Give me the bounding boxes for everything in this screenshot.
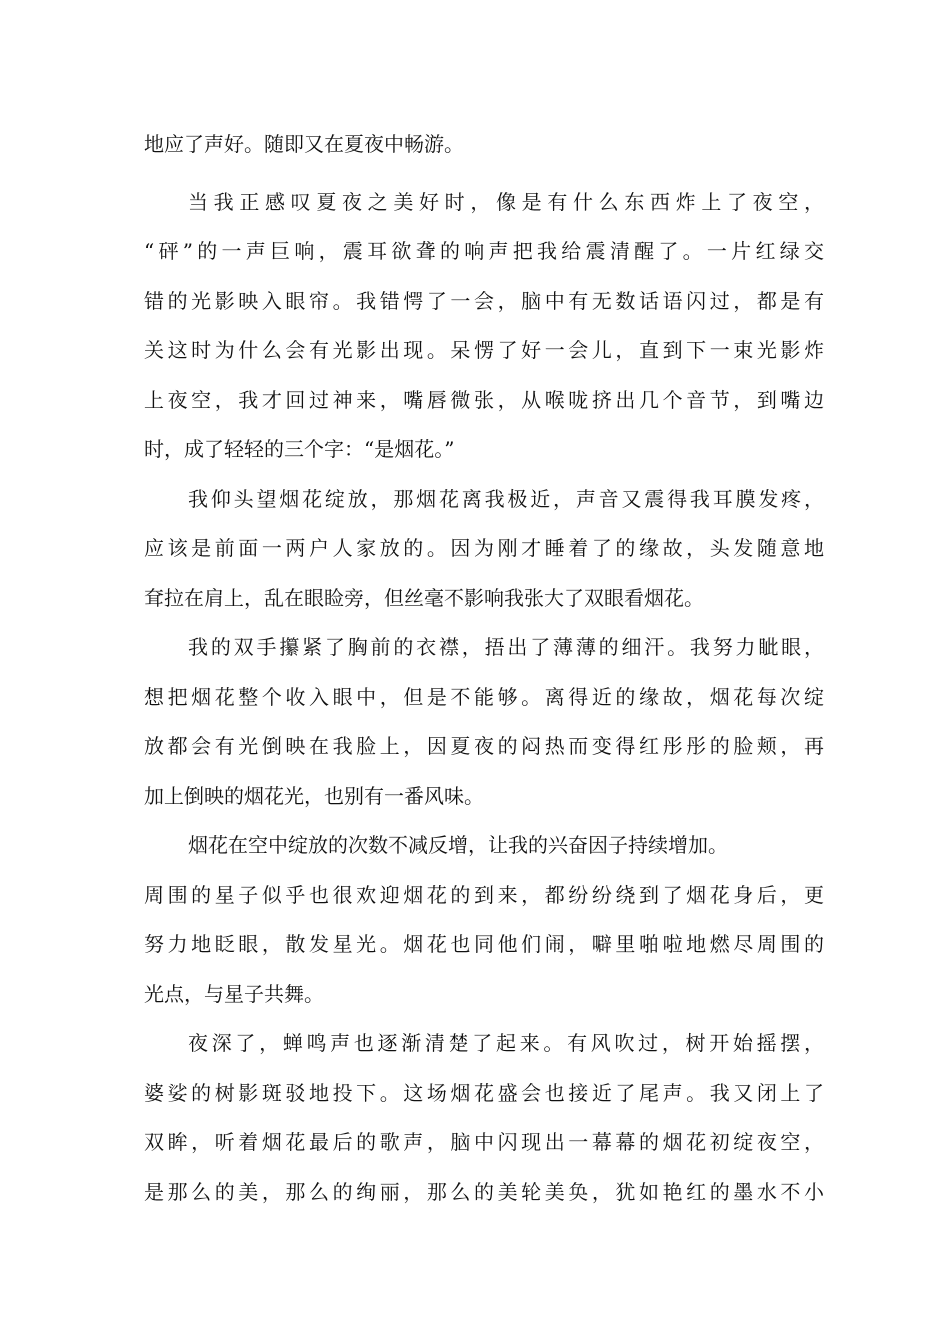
text-line: 我仰头望烟花绽放，那烟花离我极近，声音又震得我耳膜发疼， bbox=[188, 487, 824, 511]
text-line: “砰”的一声巨响，震耳欲聋的响声把我给震清醒了。一片红绿交 bbox=[144, 239, 824, 263]
text-line: 周围的星子似乎也很欢迎烟花的到来，都纷纷绕到了烟花身后，更 bbox=[144, 883, 824, 907]
text-line: 错的光影映入眼帘。我错愕了一会，脑中有无数话语闪过，都是有 bbox=[144, 289, 824, 313]
text-line: 关这时为什么会有光影出现。呆愣了好一会儿，直到下一束光影炸 bbox=[144, 338, 824, 362]
text-line: 双眸，听着烟花最后的歌声，脑中闪现出一幕幕的烟花初绽夜空， bbox=[144, 1130, 824, 1154]
text-line: 应该是前面一两户人家放的。因为刚才睡着了的缘故，头发随意地 bbox=[144, 536, 824, 560]
text-line: 时，成了轻轻的三个字：“是烟花。” bbox=[144, 437, 455, 461]
text-line: 我的双手攥紧了胸前的衣襟，捂出了薄薄的细汗。我努力眦眼， bbox=[188, 635, 824, 659]
text-line: 是那么的美，那么的绚丽，那么的美轮美奂，犹如艳红的墨水不小 bbox=[144, 1180, 824, 1204]
text-line: 烟花在空中绽放的次数不减反增，让我的兴奋因子持续增加。 bbox=[188, 833, 728, 857]
text-line: 光点，与星子共舞。 bbox=[144, 982, 324, 1006]
text-line: 努力地眨眼，散发星光。烟花也同他们闹，噼里啪啦地燃尽周围的 bbox=[144, 932, 824, 956]
text-line: 放都会有光倒映在我脸上，因夏夜的闷热而变得红彤彤的脸颊，再 bbox=[144, 734, 824, 758]
text-line: 当我正感叹夏夜之美好时，像是有什么东西炸上了夜空， bbox=[188, 190, 824, 214]
text-line: 地应了声好。随即又在夏夜中畅游。 bbox=[144, 132, 464, 156]
text-line: 想把烟花整个收入眼中，但是不能够。离得近的缘故，烟花每次绽 bbox=[144, 685, 824, 709]
text-line: 婆娑的树影斑驳地投下。这场烟花盛会也接近了尾声。我又闭上了 bbox=[144, 1081, 824, 1105]
text-line: 加上倒映的烟花光，也别有一番风味。 bbox=[144, 784, 484, 808]
text-line: 上夜空，我才回过神来，嘴唇微张，从喉咙挤出几个音节，到嘴边 bbox=[144, 388, 824, 412]
text-line: 夜深了，蝉鸣声也逐渐清楚了起来。有风吹过，树开始摇摆， bbox=[188, 1031, 824, 1055]
text-line: 耷拉在肩上，乱在眼睑旁，但丝毫不影响我张大了双眼看烟花。 bbox=[144, 586, 704, 610]
